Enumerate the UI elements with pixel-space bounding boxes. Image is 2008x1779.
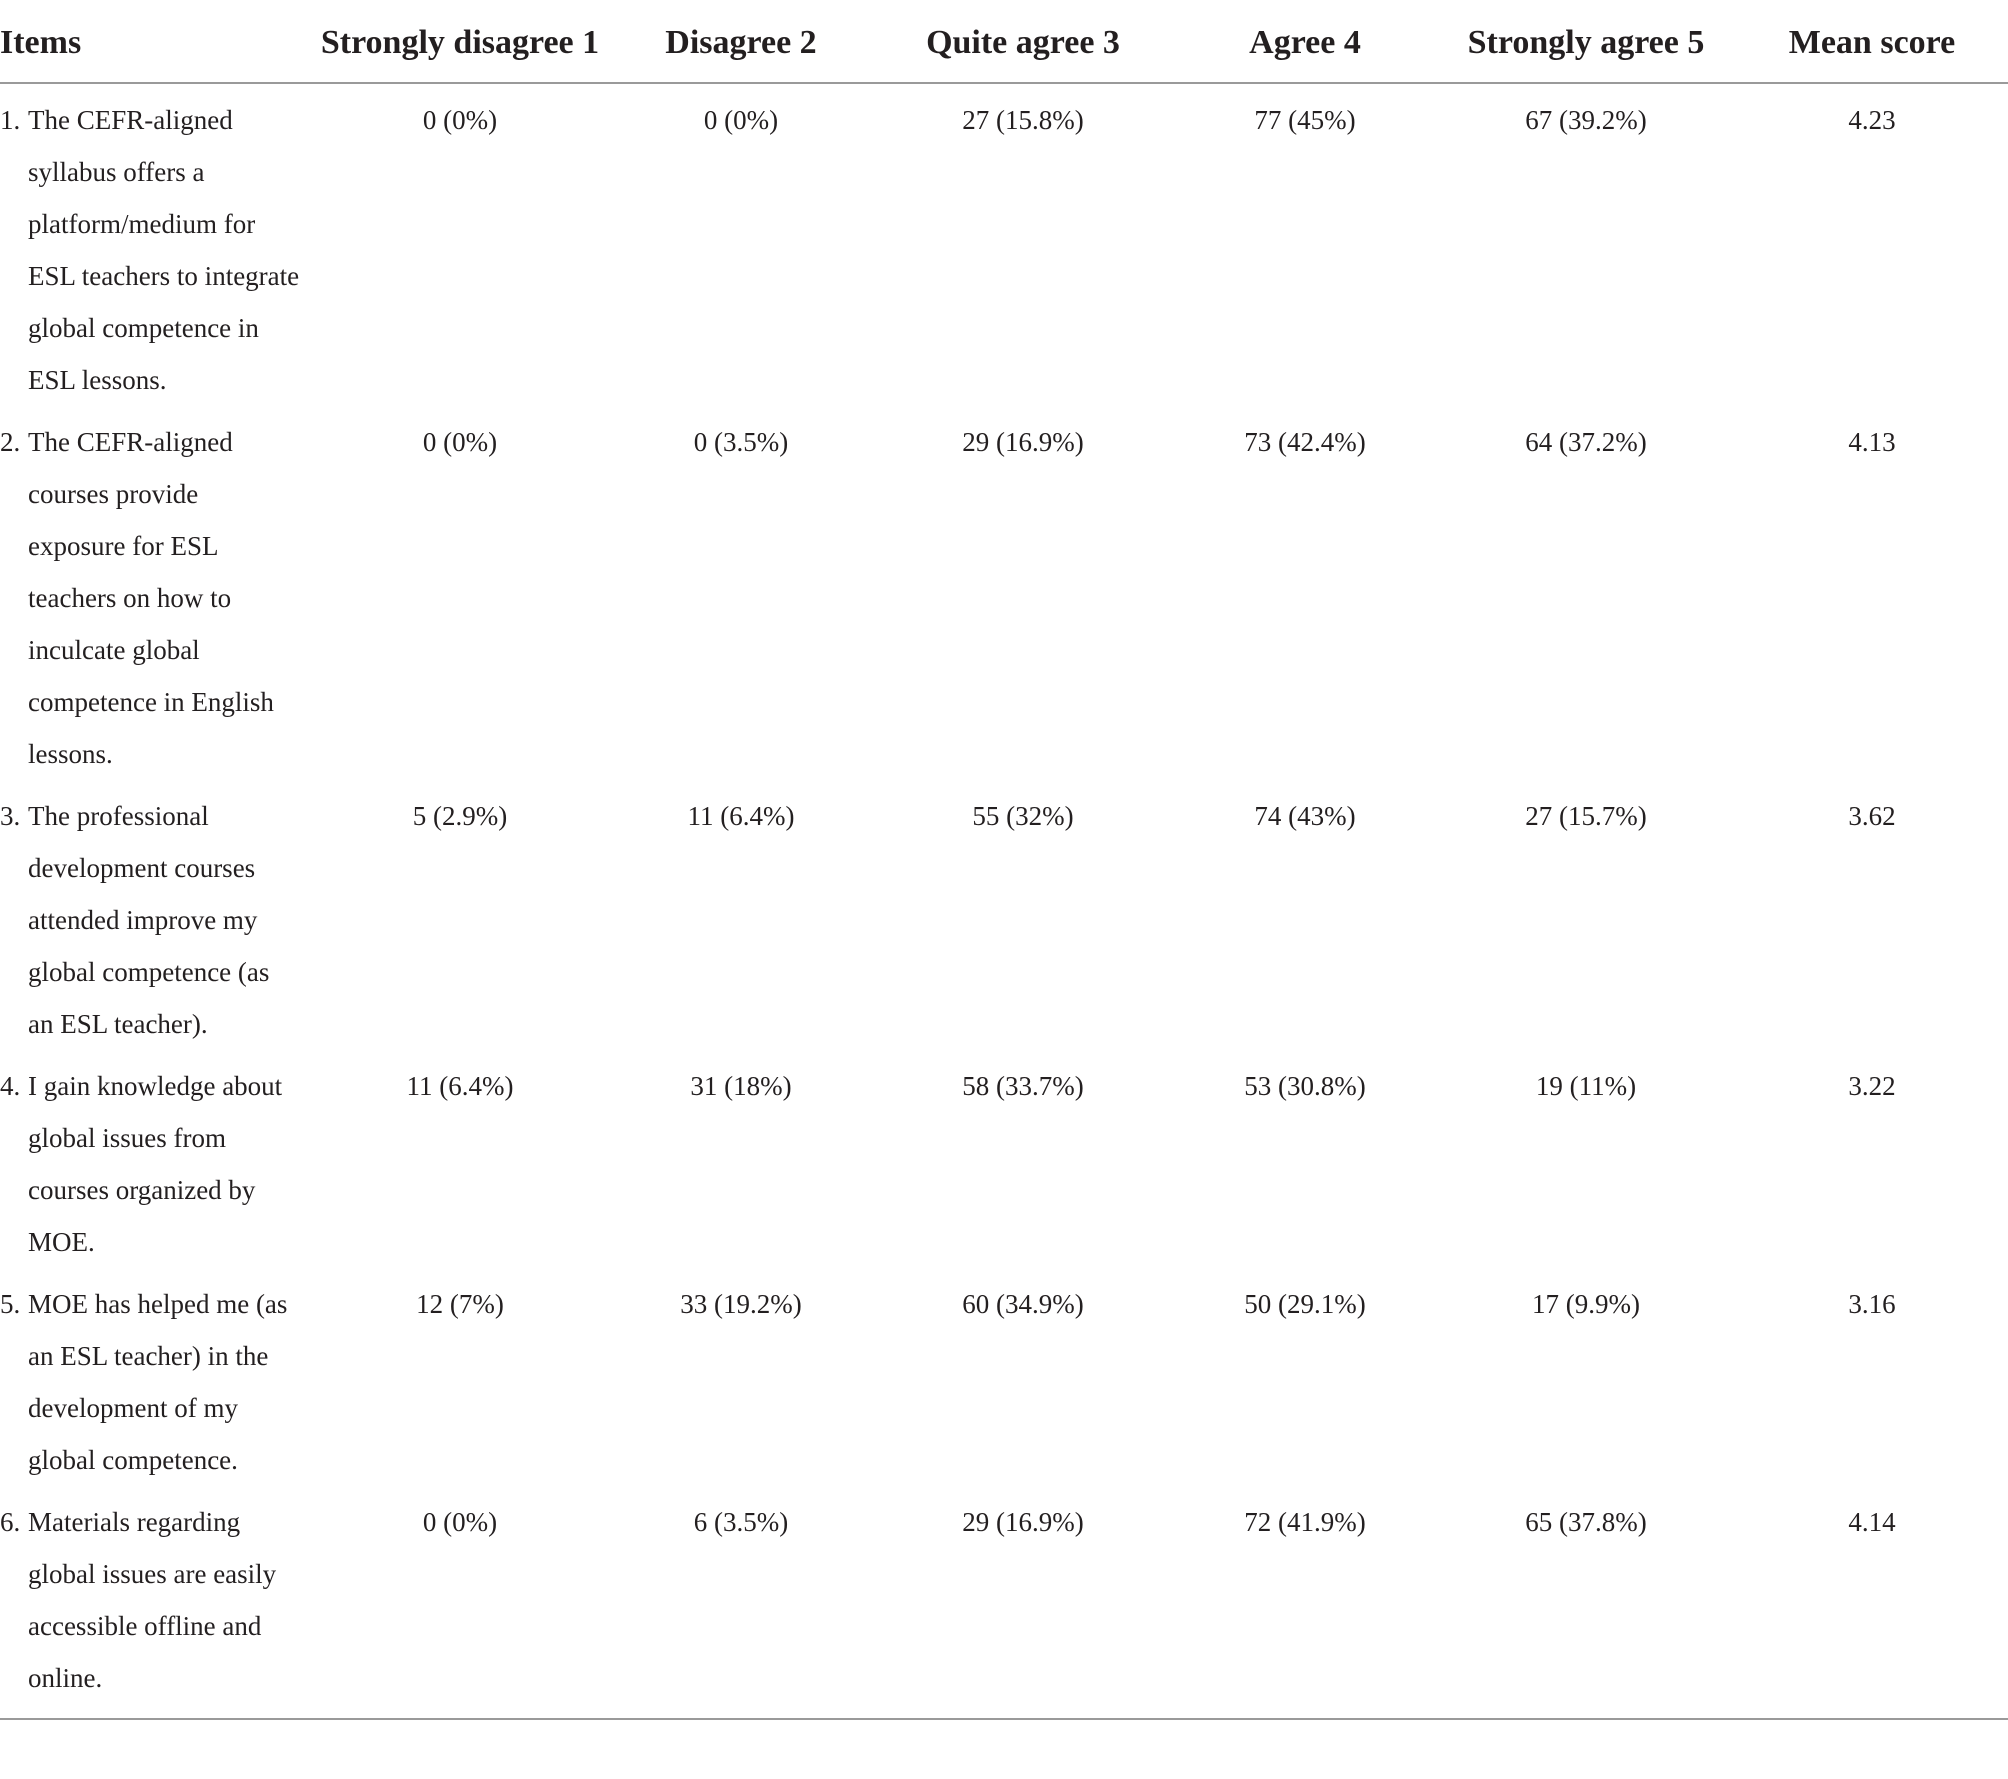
- item-statement: I gain knowledge about global issues from courses organized by MOE.: [28, 1071, 283, 1257]
- table-header: [0, 0, 2008, 83]
- agree-cell: 53 (30.8%): [1244, 1071, 1366, 1101]
- item-number: 1.: [0, 105, 21, 135]
- agree-cell: 72 (41.9%): [1174, 1486, 1436, 1719]
- mean-score-cell: 4.13: [1848, 427, 1896, 457]
- agree-cell: 50 (29.1%): [1244, 1289, 1366, 1319]
- strongly-disagree-cell: 5 (2.9%): [412, 801, 508, 831]
- item-number: 2.: [0, 427, 21, 457]
- item-number: 5.: [0, 1289, 21, 1319]
- header-strongly-agree: Strongly agree 5: [1436, 0, 1736, 83]
- table-row: [0, 1050, 2008, 1268]
- disagree-cell: 0 (3.5%): [693, 427, 789, 457]
- agree-cell: 77 (45%): [1254, 105, 1356, 135]
- strongly-agree-cell: 19 (11%): [1535, 1071, 1637, 1101]
- mean-score-cell: 4.23: [1848, 105, 1896, 135]
- quite-agree-cell: 60 (34.9%): [962, 1289, 1084, 1319]
- item-cell: [0, 1486, 310, 1719]
- item-number: 4.: [0, 1071, 21, 1101]
- agree-cell: 73 (42.4%): [1244, 427, 1366, 457]
- quite-agree-cell: 29 (16.9%): [962, 427, 1084, 457]
- item-statement: The CEFR-aligned courses provide exposure for ESL teachers on how to inculcate global competence in English lessons.: [28, 427, 274, 769]
- mean-score-cell: 3.22: [1848, 1071, 1896, 1101]
- item-statement: MOE has helped me (as an ESL teacher) in the development of my global competence.: [28, 1289, 288, 1475]
- header-disagree: Disagree 2: [610, 0, 872, 83]
- quite-agree-cell: 58 (33.7%): [962, 1071, 1084, 1101]
- strongly-disagree-cell: 0 (0%): [422, 105, 498, 135]
- disagree-cell: 11 (6.4%): [687, 801, 795, 831]
- header-agree: Agree 4: [1174, 0, 1436, 83]
- table-row: [0, 406, 2008, 780]
- header-items: Items: [0, 0, 310, 83]
- strongly-agree-cell: 67 (39.2%): [1525, 105, 1647, 135]
- mean-score-cell: 3.62: [1848, 801, 1896, 831]
- mean-score-cell: 3.16: [1848, 1289, 1896, 1319]
- item-statement: The CEFR-aligned syllabus offers a platform/medium for ESL teachers to integrate global competence in ESL lessons.: [28, 105, 300, 395]
- strongly-disagree-cell: 12 (7%): [416, 1289, 504, 1319]
- strongly-disagree-cell: 0 (0%): [310, 1486, 610, 1719]
- item-cell: [0, 780, 310, 1050]
- agree-cell: 74 (43%): [1254, 801, 1356, 831]
- strongly-agree-cell: 64 (37.2%): [1525, 427, 1647, 457]
- item-statement: Materials regarding global issues are easily accessible offline and online.: [28, 1507, 277, 1693]
- item-cell: [0, 406, 310, 780]
- disagree-cell: 0 (0%): [703, 105, 779, 135]
- table-row: [0, 1268, 2008, 1486]
- quite-agree-cell: 55 (32%): [972, 801, 1074, 831]
- table-row: [0, 1486, 2008, 1719]
- table-row: [0, 83, 2008, 406]
- disagree-cell: 6 (3.5%): [610, 1486, 872, 1719]
- item-cell: [0, 83, 310, 406]
- header-strongly-disagree: Strongly disagree 1: [310, 0, 610, 83]
- quite-agree-cell: 29 (16.9%): [872, 1486, 1174, 1719]
- table-row: [0, 780, 2008, 1050]
- mean-score-cell: 4.14: [1736, 1486, 2008, 1719]
- disagree-cell: 31 (18%): [690, 1071, 792, 1101]
- header-row: [0, 0, 2008, 83]
- item-number: 6.: [0, 1507, 21, 1537]
- strongly-agree-cell: 27 (15.7%): [1525, 801, 1647, 831]
- strongly-disagree-cell: 11 (6.4%): [406, 1071, 514, 1101]
- disagree-cell: 33 (19.2%): [680, 1289, 802, 1319]
- strongly-agree-cell: 65 (37.8%): [1436, 1486, 1736, 1719]
- header-quite-agree: Quite agree 3: [872, 0, 1174, 83]
- item-cell: [0, 1050, 310, 1268]
- item-statement: The professional development courses attended improve my global competence (as an ESL teacher).: [28, 801, 270, 1039]
- item-cell: [0, 1268, 310, 1486]
- table-body: [0, 83, 2008, 1719]
- item-number: 3.: [0, 801, 21, 831]
- strongly-agree-cell: 17 (9.9%): [1532, 1289, 1640, 1319]
- header-mean-score: Mean score: [1736, 0, 2008, 83]
- strongly-disagree-cell: 0 (0%): [422, 427, 498, 457]
- quite-agree-cell: 27 (15.8%): [962, 105, 1084, 135]
